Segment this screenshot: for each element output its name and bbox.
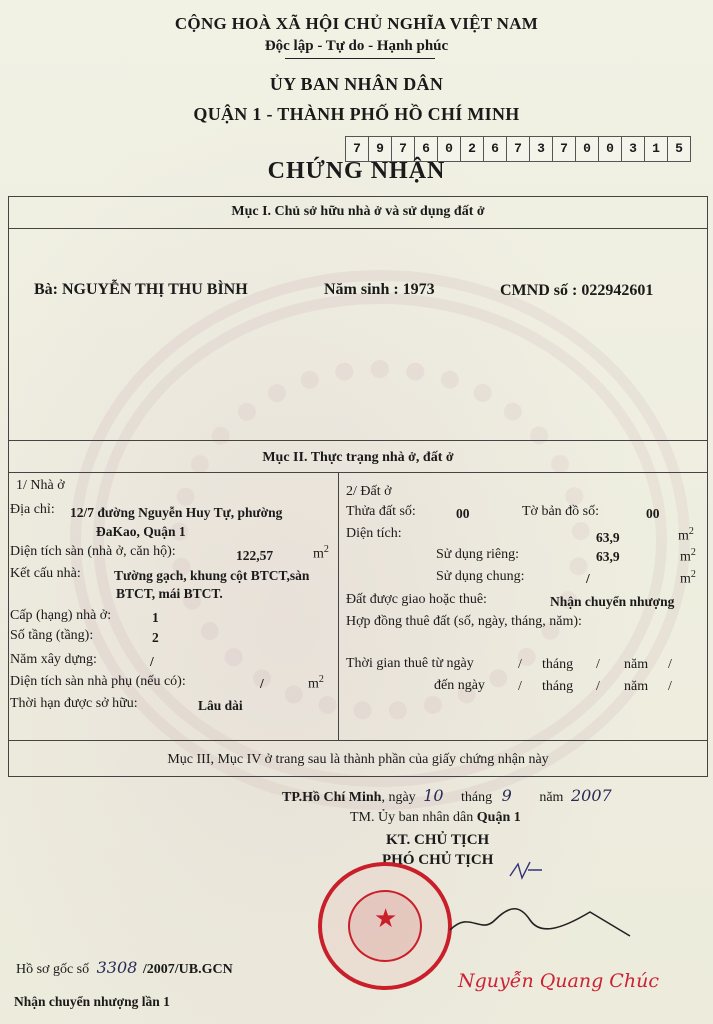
serial-digit: 7: [391, 136, 414, 162]
term-value: Lâu dài: [198, 698, 243, 713]
serial-digit: 6: [414, 136, 437, 162]
floor-area-value: 122,57: [236, 548, 274, 563]
lease-from-label: Thời gian thuê từ ngày: [346, 656, 474, 671]
issue-year: 2007: [570, 786, 612, 805]
floors-label: Số tầng (tầng):: [10, 628, 94, 643]
serial-digit: 7: [345, 136, 368, 162]
section1-heading: Mục I. Chủ sở hữu nhà ở và sử dụng đất ở: [231, 204, 485, 219]
section2-top-border: [8, 440, 708, 441]
vice-chairman-title: PHÓ CHỦ TỊCH: [382, 852, 494, 868]
chairman-title: KT. CHỦ TỊCH: [386, 832, 490, 848]
lease-from-year: /: [668, 657, 672, 672]
serial-digit: 0: [598, 136, 621, 162]
floor-area-unit: $m^2$: [313, 544, 329, 562]
shared-use-unit: $m^2$: [680, 569, 696, 587]
plot-label: Thửa đất số:: [346, 504, 416, 519]
lease-to-month: /: [596, 679, 600, 694]
allocation-label: Đất được giao hoặc thuê:: [346, 592, 487, 607]
motto-underline: [285, 58, 435, 59]
table-bottom-border: [8, 776, 708, 777]
lease-to-label: đến ngày: [434, 678, 485, 693]
birth-year: Năm sinh : 1973: [324, 281, 435, 298]
private-use-label: Sử dụng riêng:: [436, 547, 520, 562]
address-line1: 12/7 đường Nguyễn Huy Tự, phường: [70, 505, 283, 520]
house-title: 1/ Nhà ở: [16, 478, 65, 493]
file-number: 3308: [96, 958, 138, 977]
map-value: 00: [646, 506, 660, 521]
serial-digit: 6: [483, 136, 506, 162]
serial-digit: 0: [437, 136, 460, 162]
lease-label: Hợp đồng thuê đất (số, ngày, tháng, năm):: [346, 614, 582, 629]
address-line2: ĐaKao, Quận 1: [96, 524, 186, 539]
on-behalf-line: TM. Ủy ban nhân dân Quận 1: [350, 810, 521, 825]
official-red-seal: [318, 862, 452, 990]
issue-day: 10: [423, 786, 444, 805]
shared-use-label: Sử dụng chung:: [436, 569, 525, 584]
land-title: 2/ Đất ở: [346, 484, 392, 499]
land-area-label: Diện tích:: [346, 526, 402, 541]
map-label: Tờ bản đồ số:: [522, 504, 600, 519]
serial-digit: 3: [621, 136, 644, 162]
grade-label: Cấp (hạng) nhà ở:: [10, 608, 112, 623]
floor-area-label: Diện tích sàn (nhà ở, căn hộ):: [10, 544, 176, 559]
built-year-value: /: [150, 654, 154, 669]
lease-from-year-label: năm: [624, 657, 649, 672]
authority-heading: ỦY BAN NHÂN DÂN: [269, 74, 444, 94]
serial-digit: 1: [644, 136, 667, 162]
file-number-line: Hồ sơ gốc số 3308 /2007/UB.GCN: [16, 958, 233, 977]
serial-digit: 0: [575, 136, 598, 162]
section2-column-divider: [338, 472, 339, 740]
nation-heading: CỘNG HOÀ XÃ HỘI CHỦ NGHĨA VIỆT NAM: [174, 14, 539, 33]
section2-bottom-border: [8, 740, 708, 741]
grade-value: 1: [152, 610, 159, 625]
signer-name: Nguyễn Quang Chúc: [458, 970, 659, 992]
serial-digit: 7: [552, 136, 575, 162]
national-emblem-icon: [348, 890, 422, 962]
lease-to-year-label: năm: [624, 679, 649, 694]
lease-to-day: /: [518, 679, 522, 694]
initials-mark: [508, 858, 544, 884]
shared-use-value: /: [586, 571, 590, 586]
private-use-value: 63,9: [596, 549, 620, 564]
term-label: Thời hạn được sở hữu:: [10, 696, 138, 711]
certificate-title: CHỨNG NHẬN: [267, 158, 446, 184]
lease-from-month-label: tháng: [542, 657, 574, 672]
aux-area-label: Diện tích sàn nhà phụ (nếu có):: [10, 674, 186, 689]
section2-heading: Mục II. Thực trạng nhà ở, đất ở: [262, 450, 454, 465]
serial-digit: 9: [368, 136, 391, 162]
motto: Độc lập - Tự do - Hạnh phúc: [264, 38, 449, 54]
table-top-border: [8, 196, 708, 197]
serial-digit: 3: [529, 136, 552, 162]
transfer-note: Nhận chuyển nhượng lần 1: [14, 994, 170, 1009]
structure-label: Kết cấu nhà:: [10, 566, 81, 581]
handwritten-signature: [440, 890, 640, 950]
id-number: CMND số : 022942601: [500, 282, 654, 299]
serial-digit: 7: [506, 136, 529, 162]
owner-name: Bà: NGUYỄN THỊ THU BÌNH: [34, 281, 248, 298]
allocation-value: Nhận chuyển nhượng: [550, 594, 675, 609]
section1-divider: [8, 228, 708, 229]
district-heading: QUẬN 1 - THÀNH PHỐ HỒ CHÍ MINH: [193, 104, 520, 124]
lease-from-month: /: [596, 657, 600, 672]
land-area-unit: $m^2$: [678, 526, 694, 544]
address-label: Địa chỉ:: [10, 502, 55, 517]
sections-note: Mục III, Mục IV ở trang sau là thành phần của giấy chứng nhận này: [167, 752, 549, 767]
private-use-unit: $m^2$: [680, 547, 696, 565]
section2-divider: [8, 472, 708, 473]
land-area-value: 63,9: [596, 530, 620, 545]
lease-to-month-label: tháng: [542, 679, 574, 694]
serial-digit: 5: [667, 136, 691, 162]
serial-digit: 2: [460, 136, 483, 162]
table-left-border: [8, 196, 9, 776]
issue-month: 9: [501, 786, 512, 805]
aux-area-value: /: [260, 676, 264, 691]
plot-value: 00: [456, 506, 470, 521]
built-year-label: Năm xây dựng:: [10, 652, 97, 667]
issue-date-line: TP.Hồ Chí Minh, ngày 10 tháng 9 năm 2007: [282, 786, 612, 805]
lease-to-year: /: [668, 679, 672, 694]
aux-area-unit: $m^2$: [308, 674, 324, 692]
floors-value: 2: [152, 630, 159, 645]
star-icon: ★: [374, 904, 398, 933]
table-right-border: [707, 196, 708, 776]
structure-line2: BTCT, mái BTCT.: [116, 586, 223, 601]
structure-line1: Tường gạch, khung cột BTCT,sàn: [114, 568, 310, 583]
lease-from-day: /: [518, 657, 522, 672]
